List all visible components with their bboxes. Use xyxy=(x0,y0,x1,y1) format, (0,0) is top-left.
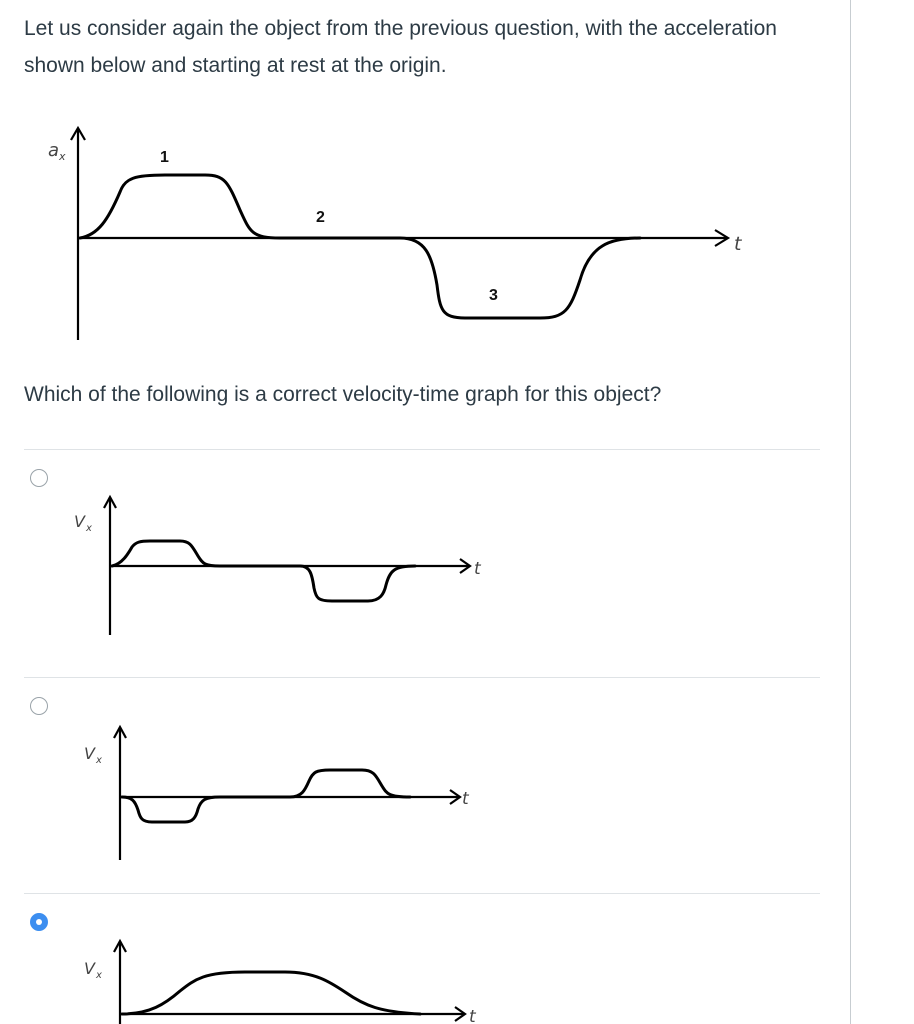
x-axis-label: t xyxy=(469,1007,476,1024)
acceleration-graph xyxy=(40,120,760,350)
option-c-radio[interactable] xyxy=(30,913,48,931)
option-b-radio[interactable] xyxy=(30,697,48,715)
acceleration-curve xyxy=(80,175,640,318)
option-a-graph xyxy=(70,490,500,640)
divider xyxy=(24,893,820,894)
y-axis-label: V xyxy=(84,959,95,978)
y-axis-label: V xyxy=(84,744,95,763)
y-axis-subscript: x xyxy=(86,523,92,534)
y-axis-subscript: x xyxy=(59,150,66,163)
option-a-radio[interactable] xyxy=(30,469,48,487)
y-axis-subscript: x xyxy=(96,755,102,766)
divider xyxy=(24,677,820,678)
region-label-1: 1 xyxy=(160,149,169,166)
x-axis-label: t xyxy=(462,789,469,809)
y-axis-label: a xyxy=(48,140,60,161)
question-intro: Let us consider again the object from the previous question, with the acceleration shown below and starting at rest at the origin. xyxy=(24,17,777,77)
option-c-graph xyxy=(80,934,510,1024)
velocity-curve xyxy=(112,541,415,601)
content-right-border xyxy=(850,0,851,1024)
divider xyxy=(24,449,820,450)
velocity-curve xyxy=(122,972,420,1014)
y-axis-subscript: x xyxy=(96,970,102,981)
y-axis-label: V xyxy=(74,512,85,531)
option-b-graph xyxy=(80,718,510,868)
x-axis-label: t xyxy=(474,559,481,579)
question-prompt: Which of the following is a correct velocity-time graph for this object? xyxy=(24,383,662,406)
region-label-3: 3 xyxy=(489,287,498,304)
region-label-2: 2 xyxy=(316,209,325,226)
x-axis-label: t xyxy=(734,233,742,255)
